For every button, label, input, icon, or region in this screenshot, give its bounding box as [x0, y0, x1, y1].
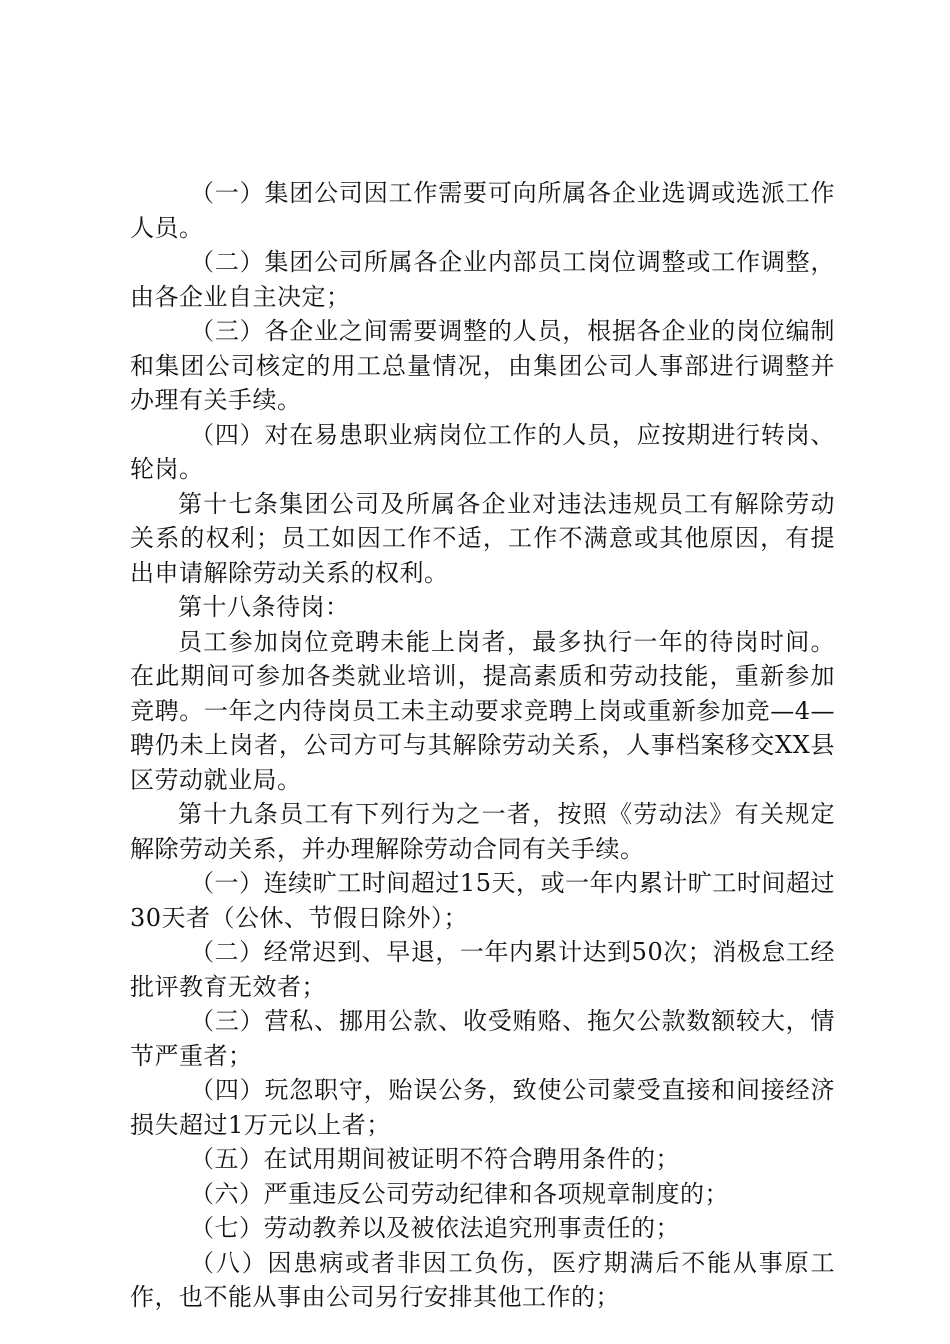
article-19-item-1: （一）连续旷工时间超过15天，或一年内累计旷工时间超过30天者（公休、节假日除外）；	[130, 869, 835, 932]
article-19-item-3: （三）营私、挪用公款、收受贿赂、拖欠公款数额较大，情节严重者；	[130, 1007, 835, 1070]
article-19-item-6: （六）严重违反公司劳动纪律和各项规章制度的；	[190, 1179, 729, 1208]
article-19-item-5: （五）在试用期间被证明不符合聘用条件的；	[190, 1145, 680, 1173]
paragraph-2: （二）集团公司所属各企业内部员工岗位调整或工作调整，由各企业自主决定；	[130, 248, 835, 311]
article-19-item-7: （七）劳动教养以及被依法追究刑事责任的；	[190, 1214, 680, 1242]
article-19-item-4: （四）玩忽职守，贻误公务，致使公司蒙受直接和间接经济损失超过1万元以上者；	[130, 1076, 835, 1139]
document-body	[130, 176, 835, 1315]
article-18-heading: 第十八条待岗：	[178, 593, 350, 621]
article-19-item-2: （二）经常迟到、早退，一年内累计达到50次；消极怠工经批评教育无效者；	[130, 938, 835, 1001]
paragraph-1: （一）集团公司因工作需要可向所属各企业选调或选派工作人员。	[130, 179, 835, 242]
paragraph-3: （三）各企业之间需要调整的人员，根据各企业的岗位编制和集团公司核定的用工总量情况，由集团公司人事部进行调整并办理有关手续。	[130, 317, 835, 414]
paragraph-4: （四）对在易患职业病岗位工作的人员，应按期进行转岗、轮岗。	[130, 420, 835, 483]
article-19: 第十九条员工有下列行为之一者，按照《劳动法》有关规定解除劳动关系，并办理解除劳动合同有关手续。	[130, 800, 835, 863]
article-17: 第十七条集团公司及所属各企业对违法违规员工有解除劳动关系的权利；员工如因工作不适，工作不满意或其他原因，有提出申请解除劳动关系的权利。	[130, 489, 835, 587]
article-18-body: 员工参加岗位竞聘未能上岗者，最多执行一年的待岗时间。在此期间可参加各类就业培训，提高素质和劳动技能，重新参加竞聘。一年之内待岗员工未主动要求竞聘上岗或重新参加竞—4—聘仍未上岗者，公司方可与其解除劳动关系，人事档案移交XX县区劳动就业局。	[130, 627, 835, 794]
article-19-item-8: （八）因患病或者非因工负伤，医疗期满后不能从事原工作，也不能从事由公司另行安排其他工作的；	[130, 1248, 835, 1311]
